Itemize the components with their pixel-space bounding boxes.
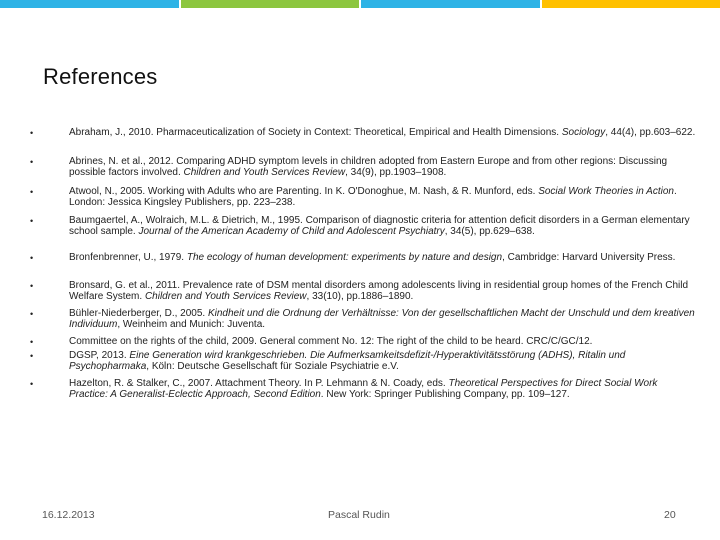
reference-part: , 34(5), pp.629–638. xyxy=(444,225,535,237)
reference-text xyxy=(69,351,699,372)
reference-part: DGSP, 2013. xyxy=(69,350,130,361)
reference-text xyxy=(69,309,699,330)
reference-part: , Weinheim and Munich: Juventa. xyxy=(117,318,266,330)
reference-italic-part: Eine Generation wird krankgeschrieben. Die Aufmerksamkeitsdefizit-/Hyperaktivitätsstörung (ADHS), Ritalin und Psychopharmaka xyxy=(69,350,626,372)
bullet: • xyxy=(30,253,34,263)
bullet: • xyxy=(30,351,34,361)
slide-title: References xyxy=(43,64,158,89)
reference-text xyxy=(69,187,699,208)
bullet: • xyxy=(30,379,34,389)
reference-part: Abraham, J., 2010. Pharmaceuticalization of Society in Context: Theoretical, Empirical and Health Dimensions. xyxy=(69,127,562,138)
reference-text xyxy=(69,337,699,348)
bullet: • xyxy=(30,337,34,347)
reference-part: , 34(9), pp.1903–1908. xyxy=(345,166,447,178)
accent-bar-segment xyxy=(542,0,720,8)
reference-italic-part: Sociology xyxy=(561,127,606,138)
reference-italic-part: Journal of the American Academy of Child and Adolescent Psychiatry xyxy=(138,225,445,237)
accent-bar-segment xyxy=(361,0,540,8)
reference-italic-part: The ecology of human development: experiments by nature and design xyxy=(186,252,503,263)
reference-text xyxy=(69,216,699,237)
reference-part: Abrines, N. et al., 2012. Comparing ADHD symptom levels in children adopted from Eastern Europe and from other regions: Discussing possible factors involved. xyxy=(69,156,668,178)
footer-author: Pascal Rudin xyxy=(328,509,390,521)
reference-italic-part: Children and Youth Services Review xyxy=(144,290,307,302)
reference-text xyxy=(69,253,699,264)
accent-bar xyxy=(0,0,720,8)
bullet: • xyxy=(30,281,34,291)
reference-part: Committee on the rights of the child, 2009. General comment No. 12: The right of the child to be heard. CRC/C/GC/12. xyxy=(69,336,593,347)
reference-part: Bühler-Niederberger, D., 2005. xyxy=(69,308,208,319)
reference-part: Baumgaertel, A., Wolraich, M.L. & Dietrich, M., 1995. Comparison of diagnostic criteria for attention deficit disorders in a German elementary school sample. xyxy=(69,215,690,237)
reference-italic-part: Children and Youth Services Review xyxy=(183,166,346,178)
bullet: • xyxy=(30,309,34,319)
reference-part: Atwool, N., 2005. Working with Adults who are Parenting. In K. O'Donoghue, M. Nash, & R. Munford, eds. xyxy=(69,186,539,197)
reference-part: Bronsard, G. et al., 2011. Prevalence rate of DSM mental disorders among adolescents living in residential group homes of the French Child Welfare System. xyxy=(69,280,689,302)
footer-page-number: 20 xyxy=(664,509,676,521)
reference-part: Bronfenbrenner, U., 1979. xyxy=(69,252,187,263)
reference-part: , Köln: Deutsche Gesellschaft für Soziale Psychiatrie e.V. xyxy=(146,360,399,372)
accent-bar-segment xyxy=(0,0,179,8)
reference-italic-part: Kindheit und die Ordnung der Verhältnisse: Von der gesellschaftlichen Macht der Unschuld und dem kreativen Individuum xyxy=(69,308,695,330)
reference-text xyxy=(69,281,699,302)
bullet: • xyxy=(30,128,34,138)
reference-part: , 44(4), pp.603–622. xyxy=(605,127,696,138)
reference-text xyxy=(69,379,699,400)
reference-part: . London: Jessica Kingsley Publishers, pp. 223–238. xyxy=(69,186,677,208)
reference-italic-part: Theoretical Perspectives for Direct Social Work Practice: A Generalist-Eclectic Approach, Second Edition xyxy=(69,378,658,400)
accent-bar-segment xyxy=(181,0,360,8)
bullet: • xyxy=(30,216,34,226)
reference-text xyxy=(69,157,699,178)
reference-part: . New York: Springer Publishing Company, pp. 109–127. xyxy=(320,388,570,400)
bullet: • xyxy=(30,187,34,197)
bullet: • xyxy=(30,157,34,167)
reference-part: , 33(10), pp.1886–1890. xyxy=(306,290,414,302)
reference-text xyxy=(69,128,699,139)
reference-italic-part: Social Work Theories in Action xyxy=(538,186,674,197)
reference-part: Hazelton, R. & Stalker, C., 2007. Attachment Theory. In P. Lehmann & N. Coady, eds. xyxy=(69,378,449,389)
reference-part: , Cambridge: Harvard University Press. xyxy=(502,252,676,263)
footer-date: 16.12.2013 xyxy=(42,509,95,521)
